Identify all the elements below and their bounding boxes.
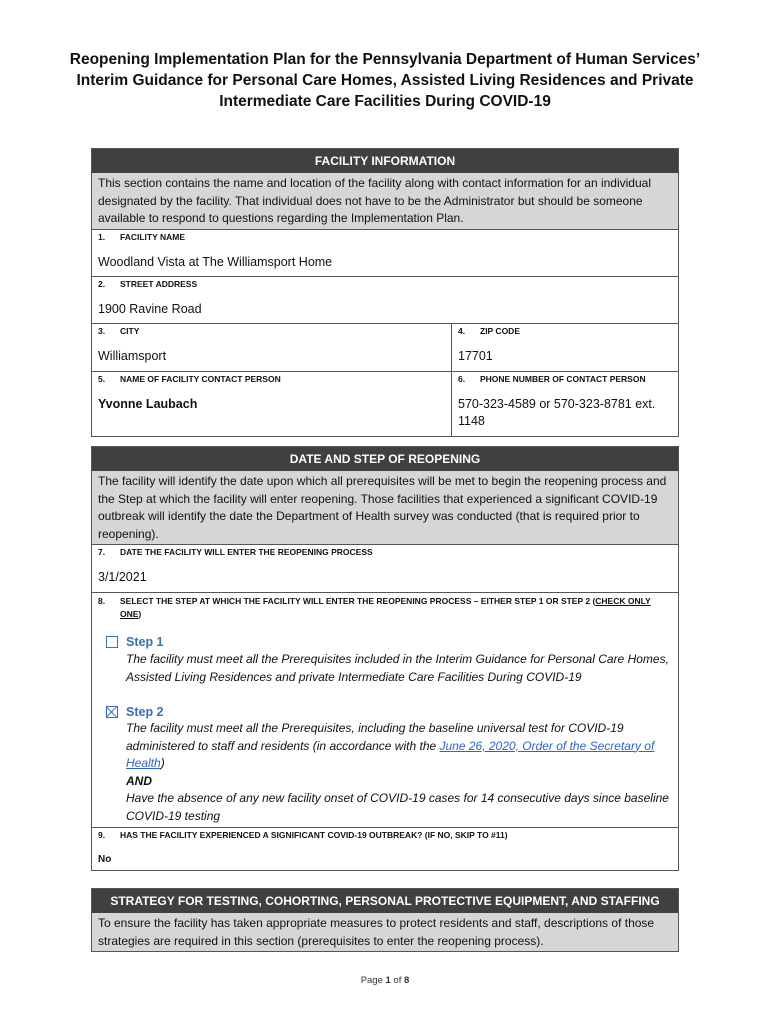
reopening-section [91, 446, 679, 871]
field-label: 1. FACILITY NAME [98, 231, 186, 242]
field-label: 5. NAME OF FACILITY CONTACT PERSON [98, 373, 281, 384]
field-label: 2. STREET ADDRESS [98, 278, 198, 289]
facility-name-field[interactable]: Woodland Vista at The Williamsport Home [98, 254, 333, 269]
outbreak-row [92, 828, 678, 870]
section-header: FACILITY INFORMATION [92, 149, 678, 173]
step-2-checkbox[interactable] [106, 706, 118, 718]
reopening-step-row [92, 593, 678, 828]
section-description: The facility will identify the date upon which all prerequisites will be met to begin the reopening process and the Step at which the facility will enter reopening. Those facilities that experienced a significant COVID-19 outbreak will identify the date the Department of Health survey was conducted (that is required prior to reopening). [92, 471, 678, 545]
city-zip-row [92, 324, 678, 372]
reopening-date-field[interactable]: 3/1/2021 [98, 570, 147, 584]
street-address-field[interactable]: 1900 Ravine Road [98, 301, 202, 316]
field-label: 8. SELECT THE STEP AT WHICH THE FACILITY WILL ENTER THE REOPENING PROCESS – EITHER STEP 1 OR STEP 2 (CHECK ONLY ONE) [98, 596, 651, 619]
step-2-text: The facility must meet all the Prerequisites, including the baseline universal test for COVID-19 administered to staff and residents (in accordance with the June 26, 2020, Order of the Secretary of Health) AND Have the absence of any new facility onset of COVID-19 cases for 14 consecutive days since baseline COVID-19 testing [126, 721, 669, 823]
and-label: AND [126, 773, 152, 788]
section-description: To ensure the facility has taken appropriate measures to protect residents and staff, descriptions of those strategies are required in this section (prerequisites to enter the reopening process). [92, 913, 678, 951]
contact-phone-field[interactable]: 570-323-4589 or 570-323-8781 ext. 1148 [458, 396, 656, 428]
contact-person-field[interactable]: Yvonne Laubach [98, 396, 198, 411]
step-1-checkbox[interactable] [106, 636, 118, 648]
reopening-date-row [92, 545, 678, 593]
outbreak-answer-field[interactable]: No [98, 854, 112, 865]
section-header: DATE AND STEP OF REOPENING [92, 447, 678, 471]
strategy-section [91, 888, 679, 952]
step-2-option [106, 705, 672, 825]
document-title: Reopening Implementation Plan for the Pennsylvania Department of Human Services’ Interim Guidance for Personal Care Homes, Assisted Living Residences and Private Intermediate Care Facilities During COVID-19 [69, 51, 701, 110]
step-1-option [106, 635, 672, 686]
field-label: 6. PHONE NUMBER OF CONTACT PERSON [458, 373, 646, 384]
zip-code-field[interactable]: 17701 [458, 348, 493, 363]
step-1-title: Step 1 [126, 635, 164, 649]
step-2-title: Step 2 [126, 705, 164, 719]
section-header: STRATEGY FOR TESTING, COHORTING, PERSONAL PROTECTIVE EQUIPMENT, AND STAFFING [92, 889, 678, 913]
facility-name-row [92, 230, 678, 277]
field-label: 3. CITY [98, 325, 140, 336]
field-label: 4. ZIP CODE [458, 325, 520, 336]
city-field[interactable]: Williamsport [98, 348, 167, 363]
section-description: This section contains the name and location of the facility along with contact information for an individual designated by the facility. That individual does not have to be the Administrator but should be someone available to respond to questions regarding the Implementation Plan. [92, 173, 678, 230]
field-label: 9. HAS THE FACILITY EXPERIENCED A SIGNIFICANT COVID-19 OUTBREAK? (IF NO, SKIP TO #11) [98, 830, 508, 840]
contact-row [92, 372, 678, 436]
order-link[interactable]: June 26, 2020, Order of the Secretary of Health [126, 738, 655, 770]
page-number: Page 1 of 8 [360, 975, 410, 986]
street-address-row [92, 277, 678, 324]
step-1-text: The facility must meet all the Prerequisites included in the Interim Guidance for Personal Care Homes, Assisted Living Residences and private Intermediate Care Facilities During COVID-19 [126, 652, 669, 684]
facility-information-section [91, 148, 679, 437]
field-label: 7. DATE THE FACILITY WILL ENTER THE REOPENING PROCESS [98, 547, 373, 557]
